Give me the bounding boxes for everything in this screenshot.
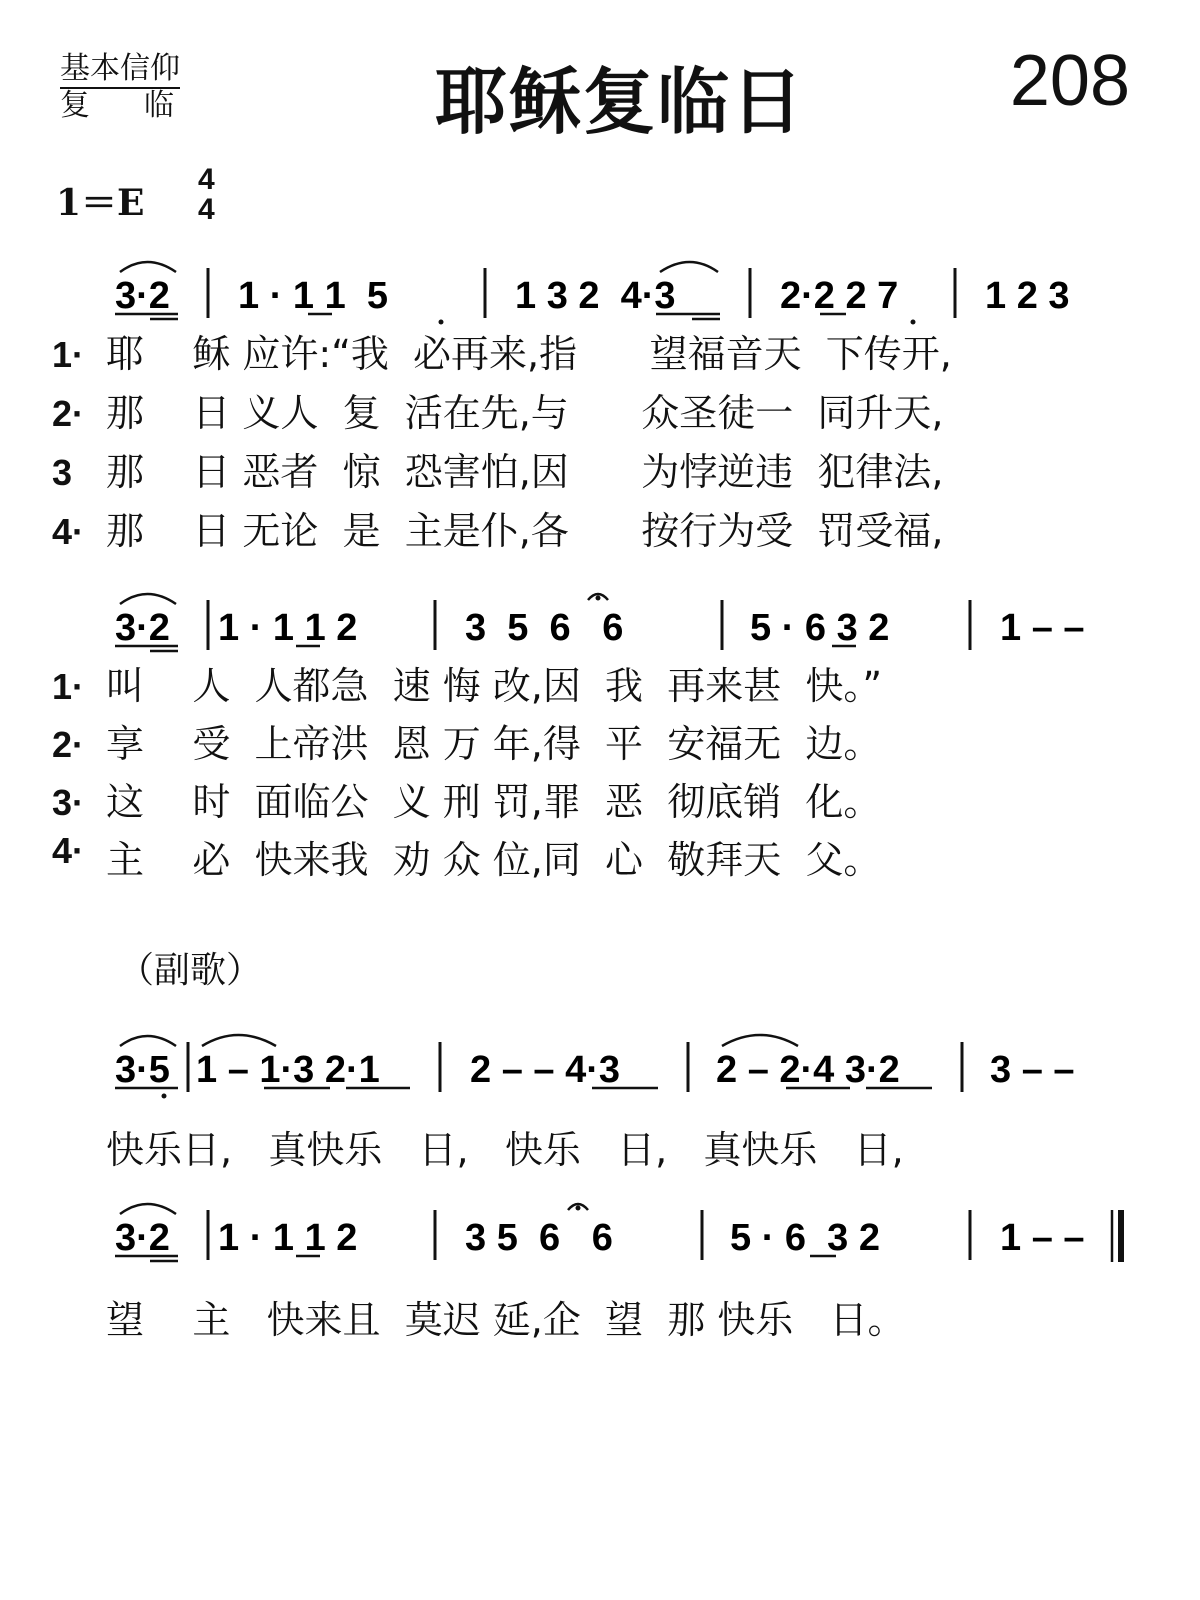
measure-2-2: 3 5 6 6 <box>465 607 624 649</box>
verse-3-line-1: 那 日 恶者 惊 恐害怕,因 为悖逆违 犯律法, <box>106 450 944 494</box>
measure-c1-0: 3·5 <box>115 1049 170 1091</box>
verse-4-number-2: 4· <box>52 830 85 871</box>
slur <box>120 1036 176 1046</box>
category-line2: 复临 <box>60 88 228 123</box>
time-signature-top: 4 <box>198 163 215 196</box>
verse-2-line-2: 享 受 上帝洪 恩 万 年,得 平 安福无 边。 <box>106 722 882 766</box>
verse-2-number: 2· <box>52 393 85 434</box>
measure-c1-2: 2 – – 4·3 <box>470 1049 620 1091</box>
verse-3-number-2: 3· <box>52 782 85 823</box>
verse-1-number-2: 1· <box>52 666 85 707</box>
fermata-dot <box>576 1206 581 1211</box>
verse-4-line-1: 那 日 无论 是 主是仆,各 按行为受 罚受福, <box>106 509 944 553</box>
key-signature: 1＝E <box>56 182 145 224</box>
verse-3-line-2: 这 时 面临公 义 刑 罚,罪 恶 彻底销 化。 <box>106 780 882 824</box>
measure-2-0: 3·2 <box>115 607 170 649</box>
hymn-number: 208 <box>1009 41 1130 121</box>
verse-4-line-2: 主 必 快来我 劝 众 位,同 心 敬拜天 父。 <box>106 838 882 882</box>
staff-1 <box>115 262 1070 325</box>
chorus-label: （副歌） <box>118 950 263 991</box>
slur <box>120 262 176 272</box>
octave-dot <box>439 320 444 325</box>
measure-1-4: 1 2 3 <box>985 275 1070 317</box>
verse-1-number: 1· <box>52 334 85 375</box>
verse-1-line-2: 叫 人 人都急 速 悔 改,因 我 再来甚 快。” <box>106 664 883 708</box>
category-line1: 基本信仰 <box>60 52 180 89</box>
measure-c2-2: 3 5 6 6 <box>465 1217 613 1259</box>
fermata-dot <box>596 596 601 601</box>
measure-c1-3: 2 – 2·4 3·2 <box>716 1049 900 1091</box>
staff-2 <box>115 594 1085 651</box>
verse-2-number-2: 2· <box>52 724 85 765</box>
slur <box>202 1035 276 1046</box>
measure-1-3: 2·2 2 7 <box>780 275 899 317</box>
chorus-lyrics-1: 快乐日, 真快乐 日, 快乐 日, 真快乐 日, <box>106 1128 904 1172</box>
verse-1-line-1: 耶 稣 应许:“我 必再来,指 望福音天 下传开, <box>106 332 952 376</box>
slur <box>120 594 176 604</box>
measure-1-1: 1 · 1 1 5 <box>238 275 388 317</box>
slur <box>722 1035 798 1046</box>
measure-c2-1: 1 · 1 1 2 <box>218 1217 358 1259</box>
chorus-lyrics-2: 望 主 快来且 莫迟 延,企 望 那 快乐 日。 <box>106 1298 906 1342</box>
measure-c2-0: 3·2 <box>115 1217 170 1259</box>
measure-1-2: 1 3 2 4·3 <box>515 275 676 317</box>
hymn-title: 耶稣复临日 <box>434 60 805 144</box>
measure-c2-3: 5 · 6 3 2 <box>730 1217 880 1259</box>
measure-c1-4: 3 – – <box>990 1049 1075 1091</box>
chorus-staff-1 <box>115 1035 1075 1099</box>
verse-4-number: 4· <box>52 511 85 552</box>
chorus-staff-2 <box>115 1204 1121 1262</box>
measure-c1-1: 1 – 1·3 2·1 <box>196 1049 380 1091</box>
verse-3-number: 3 <box>52 452 73 493</box>
octave-dot <box>911 320 916 325</box>
verse-2-line-1: 那 日 义人 复 活在先,与 众圣徒一 同升天, <box>106 391 944 435</box>
measure-2-3: 5 · 6 3 2 <box>750 607 890 649</box>
measure-2-4: 1 – – <box>1000 607 1085 649</box>
measure-1-0: 3·2 <box>115 275 170 317</box>
slur <box>120 1204 176 1214</box>
octave-dot <box>162 1094 167 1099</box>
time-signature-bottom: 4 <box>198 193 215 226</box>
measure-2-1: 1 · 1 1 2 <box>218 607 358 649</box>
measure-c2-4: 1 – – <box>1000 1217 1085 1259</box>
slur <box>660 262 718 272</box>
